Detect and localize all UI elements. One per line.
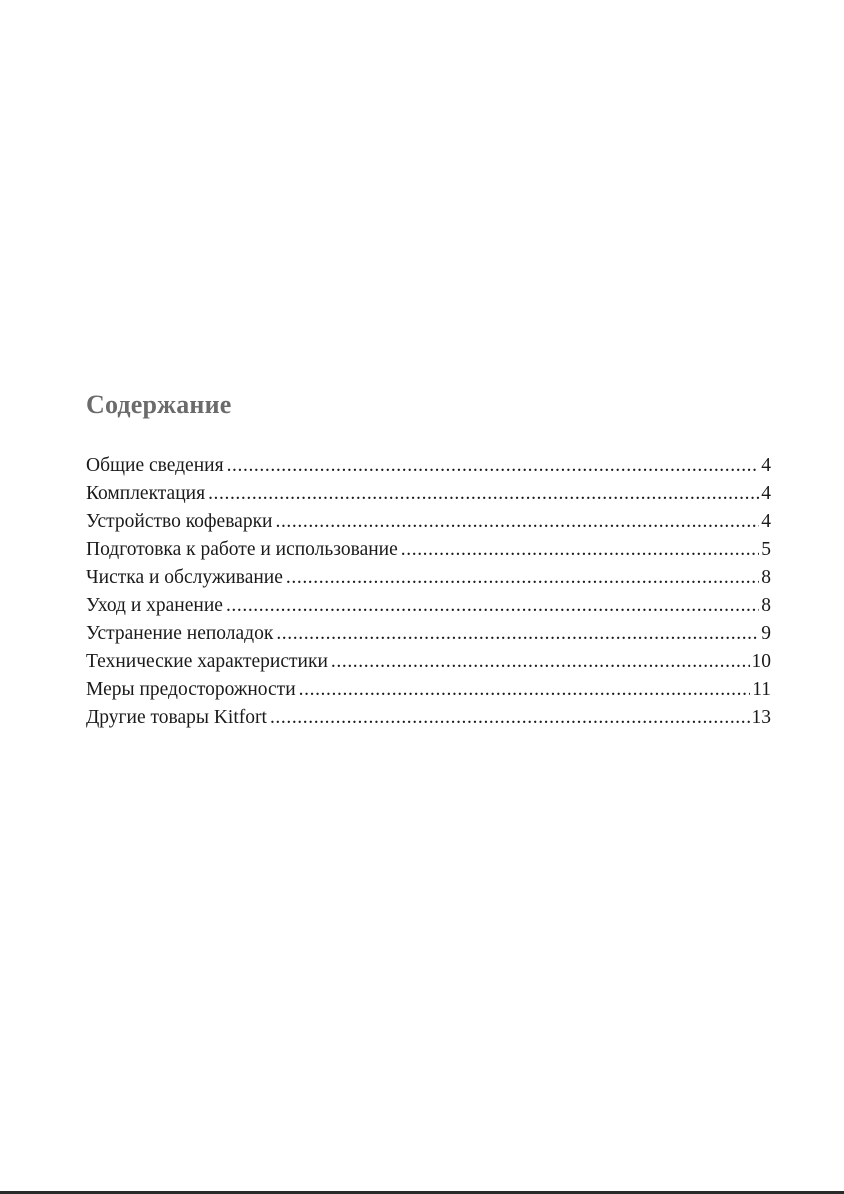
dot-leader [299, 676, 751, 704]
toc-entry-page-number: 11 [752, 679, 771, 700]
toc-entry-general-info[interactable] [86, 452, 771, 480]
toc-heading: Содержание [86, 390, 232, 419]
toc-entry-page-number: 8 [761, 595, 771, 616]
dot-leader [226, 592, 759, 620]
toc-entry-page-number: 5 [761, 539, 771, 560]
toc-entry-label: Устранение неполадок [86, 623, 274, 644]
toc-entry-page-number: 8 [761, 567, 771, 588]
toc-entry-label: Устройство кофеварки [86, 511, 273, 532]
toc-entry-label: Чистка и обслуживание [86, 567, 283, 588]
toc-entry-page-number: 13 [751, 707, 771, 728]
toc-entry-troubleshooting[interactable] [86, 620, 771, 648]
toc-entry-cleaning-and-maintenance[interactable] [86, 564, 771, 592]
dot-leader [275, 508, 759, 536]
dot-leader [286, 564, 759, 592]
toc-entry-label: Подготовка к работе и использование [86, 539, 398, 560]
toc-entry-page-number: 4 [761, 483, 771, 504]
toc-entry-page-number: 4 [761, 511, 771, 532]
dot-leader [331, 648, 750, 676]
dot-leader [270, 704, 750, 732]
toc-entry-page-number: 10 [751, 651, 771, 672]
toc-entry-page-number: 9 [761, 623, 771, 644]
toc-entry-device-overview[interactable] [86, 508, 771, 536]
dot-leader [401, 536, 759, 564]
dot-leader [276, 620, 759, 648]
toc-entry-specifications[interactable] [86, 648, 771, 676]
toc-entry-label: Общие сведения [86, 455, 224, 476]
dot-leader [227, 452, 760, 480]
toc-entry-label: Другие товары Kitfort [86, 707, 267, 728]
toc-entry-other-products[interactable] [86, 704, 771, 732]
table-of-contents [86, 452, 771, 732]
dot-leader [208, 480, 759, 508]
toc-entry-label: Меры предосторожности [86, 679, 296, 700]
toc-entry-care-and-storage[interactable] [86, 592, 771, 620]
toc-entry-package-contents[interactable] [86, 480, 771, 508]
toc-entry-label: Комплектация [86, 483, 206, 504]
toc-entry-safety-precautions[interactable] [86, 676, 771, 704]
toc-entry-label: Технические характеристики [86, 651, 328, 672]
toc-entry-label: Уход и хранение [86, 595, 223, 616]
toc-entry-preparation-and-use[interactable] [86, 536, 771, 564]
toc-entry-page-number: 4 [761, 455, 771, 476]
